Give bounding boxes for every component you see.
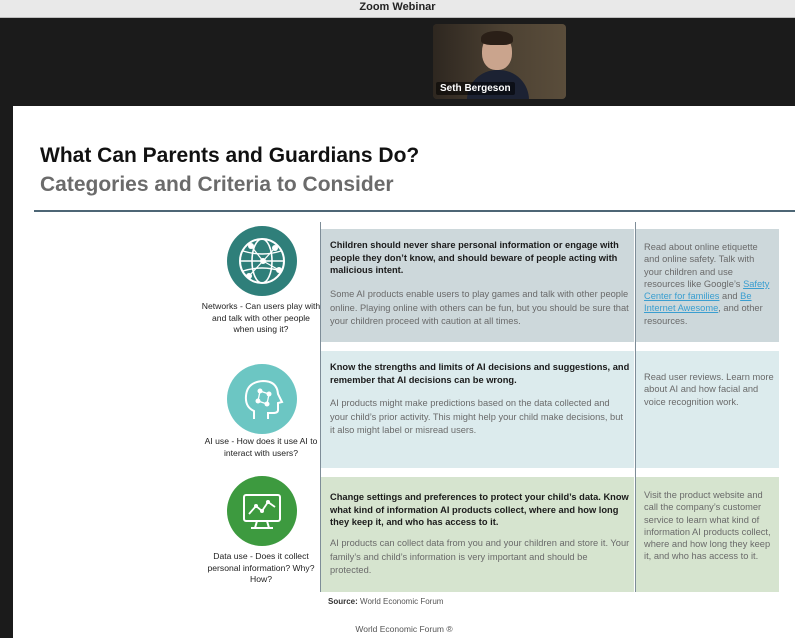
row-label-ai-use: AI use - How does it use AI to interact with users? <box>204 436 318 458</box>
resources-line-2: Talk with your children and use resources like Google’s <box>644 254 755 289</box>
slide-subtitle: Categories and Criteria to Consider <box>40 173 394 196</box>
criteria-bold-text: Know the strengths and limits of AI decisions and suggestions, and remember that AI decisions can be wrong. <box>330 362 630 385</box>
window-title: Zoom Webinar <box>359 1 436 13</box>
resources-text: Read user reviews. Learn more about AI and how facial and voice recognition work. <box>644 372 774 407</box>
safety-center-link[interactable]: Safety Center for families <box>644 278 770 302</box>
slide-title: What Can Parents and Guardians Do? <box>40 144 420 167</box>
criteria-row-data-use <box>321 477 779 592</box>
source-label: Source: <box>328 597 358 606</box>
ai-head-icon <box>227 364 297 434</box>
network-globe-icon <box>227 226 297 296</box>
row-label-networks: Networks - Can users play with and talk with other people when using it? <box>201 301 321 334</box>
participant-name-tag: Seth Bergeson <box>436 82 515 95</box>
data-chart-monitor-icon <box>227 476 297 546</box>
title-divider <box>34 210 795 212</box>
row-label-data-use: Data use - Does it collect personal information? Why? How? <box>207 551 315 584</box>
criteria-bold-text: Change settings and preferences to protect your child’s data. Know what kind of information AI products collect, where and how long they keep it, and who has access to it. <box>330 492 629 527</box>
resources-line-1: Read about online etiquette and online safety. <box>644 242 758 265</box>
resources-and: and <box>722 291 738 302</box>
source-text: World Economic Forum <box>360 597 444 606</box>
criteria-main-cell <box>321 351 634 468</box>
participant-video-tile[interactable] <box>433 24 566 99</box>
criteria-row-ai-use <box>321 351 779 468</box>
resources-text: Visit the product website and call the company’s customer service to learn what kind of information AI products collect, where and how long they keep it, and who has access to it. <box>644 490 771 562</box>
criteria-resources-cell <box>636 351 779 468</box>
criteria-detail-text: AI products can collect data from you and your children and store it. Your family’s and child’s information is very important and should be protected. <box>330 538 630 575</box>
criteria-detail-text: AI products might make predictions based on the data collected and your child’s prior activity. This might help your child make decisions, but it also might label or misread users. <box>330 398 623 435</box>
criteria-main-cell <box>321 477 634 592</box>
slide-footer: World Economic Forum ® <box>355 624 453 634</box>
resources-end: , and other resources. <box>644 303 763 326</box>
window-titlebar <box>0 0 795 18</box>
criteria-main-cell <box>321 229 634 342</box>
criteria-resources-cell <box>636 477 779 592</box>
resources-text <box>644 241 774 327</box>
source-note <box>328 597 443 606</box>
participant-hair <box>481 31 513 45</box>
criteria-row-networks <box>321 229 779 342</box>
criteria-resources-cell <box>636 229 779 342</box>
shared-slide <box>13 106 795 638</box>
criteria-bold-text: Children should never share personal information or engage with people they don’t know, and should beware of people acting with malicious intent. <box>330 240 619 275</box>
be-internet-awesome-link[interactable]: Be Internet Awesome <box>644 291 752 314</box>
criteria-detail-text: Some AI products enable users to play games and talk with other people online. Playing online with others can be fun, but you should be sure that your children proceed with caution at all times. <box>330 289 629 326</box>
